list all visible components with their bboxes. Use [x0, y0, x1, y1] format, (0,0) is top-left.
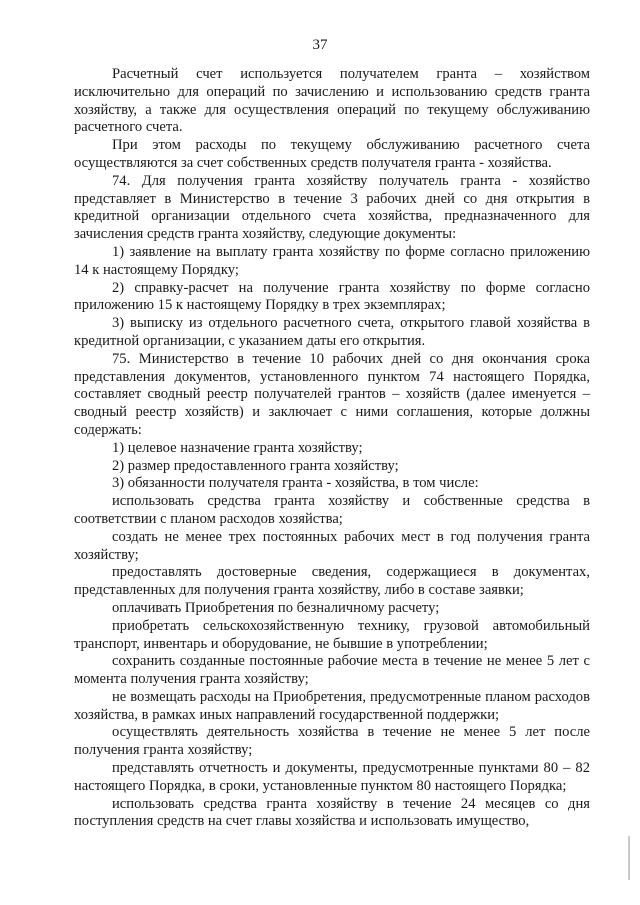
obligation-use-within-24-months: использовать средства гранта хозяйству в течение 24 месяцев со дня поступления средств на счет главы хозяйства и использовать имущество,	[74, 795, 590, 830]
list-item-amount: 2) размер предоставленного гранта хозяйству;	[112, 457, 399, 474]
list-item-obligations: 3) обязанности получателя гранта - хозяйства, в том числе:	[112, 475, 479, 492]
obligation-create-jobs: создать не менее трех постоянных рабочих мест в год получения гранта хозяйству;	[74, 528, 590, 563]
list-item-calculation: 2) справку-расчет на получение гранта хозяйству по форме согласно приложению 15 к настоящему Порядку в трех экземплярах;	[74, 279, 590, 314]
paragraph-clause-75: 75. Министерство в течение 10 рабочих дней со дня окончания срока представления документов, установленного пунктом 74 настоящего Порядка, составляет сводный реестр получателей грантов – хозяйств (далее именуется – сводный реестр хозяйств) и заключает с ними соглашения, которые должны содержать:	[74, 350, 590, 438]
obligation-new-equipment: приобретать сельскохозяйственную технику, грузовой автомобильный транспорт, инвентарь и оборудование, не бывшие в употреблении;	[74, 617, 590, 652]
obligation-cashless-payment: оплачивать Приобретения по безналичному расчету;	[112, 599, 440, 616]
list-item-statement: 3) выписку из отдельного расчетного счета, открытого главой хозяйства в кредитной организации, с указанием даты его открытия.	[74, 315, 590, 349]
obligation-reporting: представлять отчетность и документы, предусмотренные пунктами 80 – 82 настоящего Порядка, в сроки, установленные пунктом 80 настоящего Порядка;	[74, 760, 590, 794]
paragraph-clause-74: 74. Для получения гранта хозяйству получатель гранта - хозяйство представляет в Министерство в течение 3 рабочих дней со дня открытия в кредитной организации отдельного счета хозяйства, предназначенного для зачисления средств гранта хозяйству, следующие документы:	[74, 172, 590, 243]
paragraph-account-use: Расчетный счет используется получателем гранта – хозяйством исключительно для операций по зачислению и использованию средств гранта хозяйству, а также для осуществления операций по текущему обслуживанию расчетного счета.	[74, 66, 590, 136]
obligation-keep-jobs: сохранить созданные постоянные рабочие места в течение не менее 5 лет с момента получения гранта хозяйству;	[74, 653, 590, 688]
document-body	[74, 66, 590, 831]
paragraph-account-expenses: При этом расходы по текущему обслуживанию расчетного счета осуществляются за счет собственных средств получателя гранта - хозяйства.	[74, 137, 590, 171]
list-item-application: 1) заявление на выплату гранта хозяйству по форме согласно приложению 14 к настоящему Порядку;	[74, 243, 590, 278]
obligation-use-funds: использовать средства гранта хозяйству и собственные средства в соответствии с планом расходов хозяйства;	[74, 493, 590, 527]
obligation-operate-5-years: осуществлять деятельность хозяйства в течение не менее 5 лет после получения гранта хозяйству;	[74, 724, 590, 759]
list-item-purpose: 1) целевое назначение гранта хозяйству;	[112, 439, 363, 456]
obligation-reliable-info: предоставлять достоверные сведения, содержащиеся в документах, представленных для получения гранта хозяйству, либо в составе заявки;	[74, 564, 590, 599]
page-number: 37	[312, 37, 328, 53]
obligation-no-double-support: не возмещать расходы на Приобретения, предусмотренные планом расходов хозяйства, в рамках иных направлений государственной поддержки;	[74, 688, 590, 723]
scan-edge-mark	[628, 836, 630, 880]
